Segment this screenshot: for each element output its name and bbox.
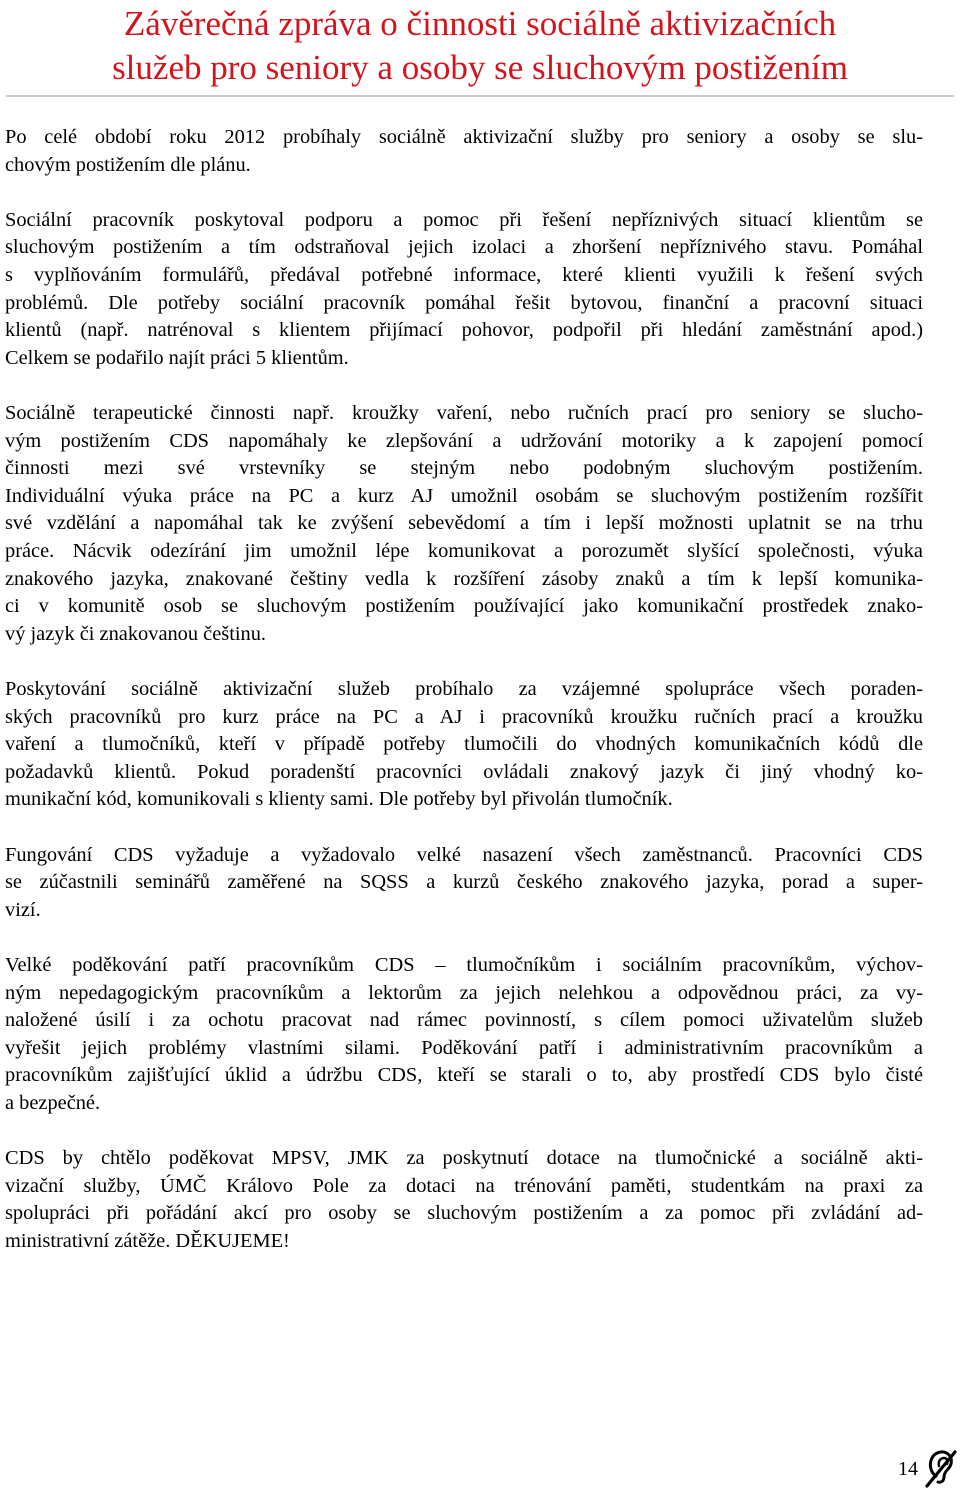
paragraph-line: vaření a tlumočníků, kteří v případě potřeby tlumočili do vhodných komunikačních kódů dle [5,733,923,756]
paragraph-line: sluchovým postižením a tím odstraňoval jejich izolaci a zhoršení nepříznivého stavu. Pomáhal [5,236,923,259]
paragraph-line: Velké poděkování patří pracovníkům CDS – tlumočníkům i sociálním pracovníkům, výchov- [5,954,923,976]
paragraph-line: Sociální pracovník poskytoval podporu a pomoc při řešení nepříznivých situací klientům se [5,208,923,231]
paragraph-line: pracovníkům zajišťující úklid a údržbu CDS, kteří se starali o to, aby prostředí CDS bylo čisté [5,1064,923,1087]
paragraph-line: Poskytování sociálně aktivizační služeb probíhalo za vzájemné spolupráce všech poraden- [5,678,923,700]
page-number: 14 [898,1458,918,1480]
paragraph-line: chovým postižením dle plánu. [5,153,251,176]
paragraph-line: problémů. Dle potřeby sociální pracovník pomáhal řešit bytovou, finanční a pracovní situaci [5,291,923,314]
paragraph-line: spolupráci při pořádání akcí pro osoby se sluchovým postižením a za pomoc při zvládání ad- [5,1202,923,1225]
paragraph-line: své vzdělání a napomáhal tak ke zvýšení sebevědomí a tím i lepší možnosti uplatnit se na trhu [5,512,923,535]
paragraph-line: práce. Nácvik odezírání jim umožnil lépe komunikovat a porozumět slyšící společnosti, výuka [5,540,923,562]
paragraph-line: vizí. [5,898,41,921]
paragraph-line: Po celé období roku 2012 probíhaly sociálně aktivizační služby pro seniory a osoby se slu- [5,126,923,148]
ear-icon [924,1446,958,1488]
paragraph-line: klientů (např. natrénoval s klientem přijímací pohovor, podpořil při hledání zaměstnání apod.) [5,319,923,342]
paragraph-line: a bezpečné. [5,1092,101,1114]
paragraph-line: ských pracovníků pro kurz práce na PC a AJ i pracovníků kroužku ručních prací a kroužku [5,705,923,728]
paragraph-line: Individuální výuka práce na PC a kurz AJ umožnil osobám se sluchovým postižením rozšířit [5,484,923,507]
paragraph-line: naložené úsilí i za ochotu pracovat nad rámec povinností, s cílem pomoci uživatelům služeb [5,1009,923,1032]
paragraph-line: ným nepedagogickým pracovníkům a lektorům za jejich nelehkou a odpovědnou práci, za vy- [5,981,923,1004]
paragraph-line: činnosti mezi své vrstevníky se stejným nebo podobným sluchovým postižením. [5,457,923,480]
paragraph-line: vyřešit jejich problémy vlastními silami. Poděkování patří i administrativním pracovníkům a [5,1036,923,1059]
title-line-2: služeb pro seniory a osoby se sluchovým postižením [112,48,848,87]
paragraph-line: Celkem se podařilo najít práci 5 klientům. [5,346,349,369]
title-line-1: Závěrečná zpráva o činnosti sociálně aktivizačních [123,4,837,43]
title-divider [6,95,954,97]
paragraph-line: ministrativní zátěže. DĚKUJEME! [5,1230,290,1252]
paragraph-line: munikační kód, komunikovali s klienty sami. Dle potřeby byl přivolán tlumočník. [5,788,673,811]
paragraph-line: vizační služby, ÚMČ Královo Pole za dotaci na trénování paměti, studentkám na praxi za [5,1174,923,1197]
paragraph-line: požadavků klientů. Pokud poradenští pracovníci ovládali znakový jazyk či jiný vhodný ko- [5,760,923,783]
paragraph-line: s vyplňováním formulářů, předával potřebné informace, které klienti využili k řešení svých [5,264,923,286]
paragraph-line: vým postižením CDS napomáhaly ke zlepšování a udržování motoriky a k zapojení pomocí [5,429,923,452]
paragraph-line: znakového jazyka, znakované češtiny vedla k rozšíření zásoby znaků a tím k lepší komunika- [5,567,923,590]
document-title [0,2,960,90]
paragraph-line: se zúčastnili seminářů zaměřené na SQSS a kurzů českého znakového jazyka, porad a super- [5,871,923,894]
paragraph-line: Fungování CDS vyžaduje a vyžadovalo velké nasazení všech zaměstnanců. Pracovníci CDS [5,843,923,866]
paragraph-line: Sociálně terapeutické činnosti např. kroužky vaření, nebo ručních prací pro seniory se slucho- [5,402,923,424]
paragraph-line: ci v komunitě osob se sluchovým postižením používající jako komunikační prostředek znako- [5,595,923,618]
paragraph-line: CDS by chtělo poděkovat MPSV, JMK za poskytnutí dotace na tlumočnické a sociálně akti- [5,1147,923,1170]
paragraph-line: vý jazyk či znakovanou češtinu. [5,622,267,645]
